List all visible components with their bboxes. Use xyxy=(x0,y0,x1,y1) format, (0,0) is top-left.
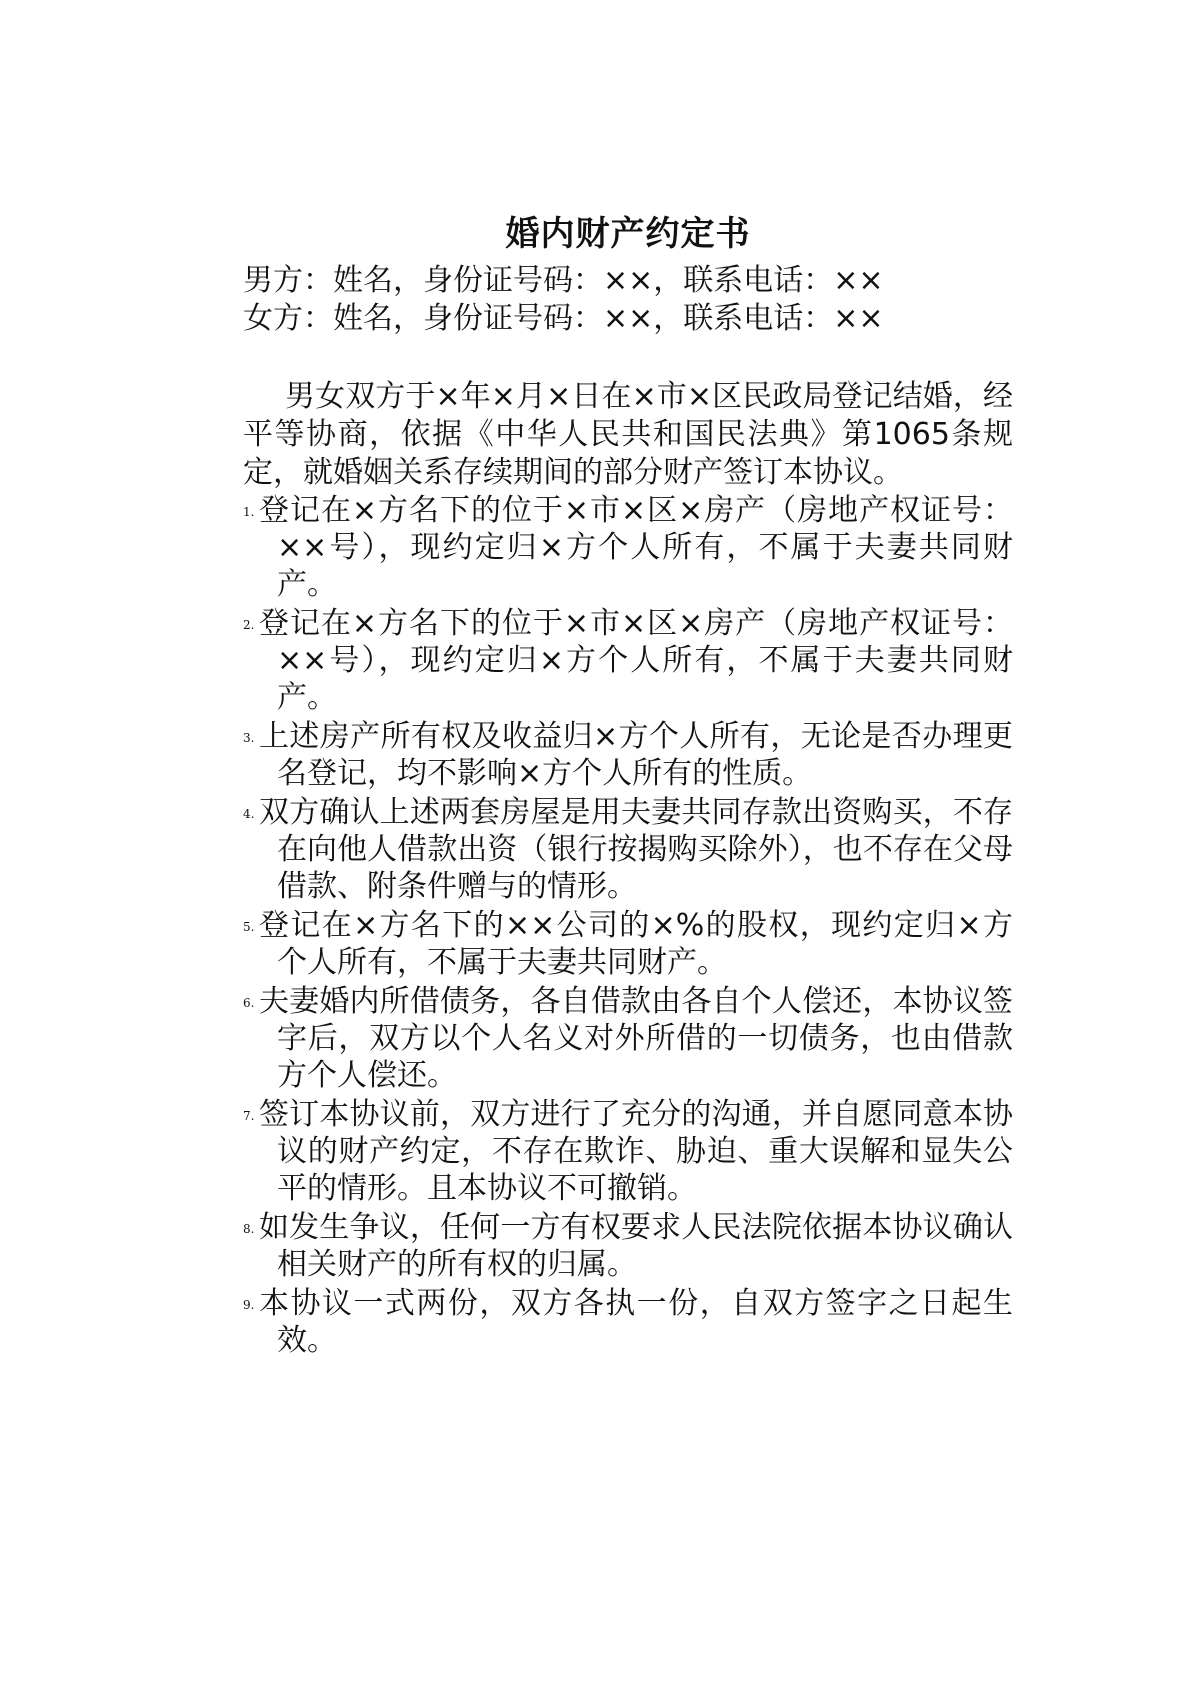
clause-item xyxy=(243,718,1013,792)
clause-item xyxy=(243,1285,1013,1359)
clause-item xyxy=(243,605,1013,716)
clause-item xyxy=(243,492,1013,603)
clause-list xyxy=(243,492,1013,1359)
clause-item xyxy=(243,1209,1013,1283)
party-female-line: 女方：姓名，身份证号码：××，联系电话：×× xyxy=(243,301,884,336)
clause-item xyxy=(243,794,1013,905)
clause-text: 登记在×方名下的位于×市×区×房产（房地产权证号：××号），现约定归×方个人所有，不属于夫妻共同财产。 xyxy=(259,493,1013,602)
clause-text: 签订本协议前，双方进行了充分的沟通，并自愿同意本协议的财产约定，不存在欺诈、胁迫、重大误解和显失公平的情形。且本协议不可撤销。 xyxy=(259,1097,1013,1206)
clause-item xyxy=(243,983,1013,1094)
clause-number: 2. xyxy=(243,618,255,632)
clause-text: 如发生争议，任何一方有权要求人民法院依据本协议确认相关财产的所有权的归属。 xyxy=(259,1210,1013,1282)
party-male-line: 男方：姓名，身份证号码：××，联系电话：×× xyxy=(243,263,884,298)
clause-number: 9. xyxy=(243,1298,255,1312)
clause-item xyxy=(243,907,1013,981)
clause-number: 1. xyxy=(243,505,255,519)
clause-number: 5. xyxy=(243,920,255,934)
document-body xyxy=(243,212,1013,1361)
clause-text: 双方确认上述两套房屋是用夫妻共同存款出资购买，不存在向他人借款出资（银行按揭购买除外），也不存在父母借款、附条件赠与的情形。 xyxy=(259,795,1013,904)
clause-number: 6. xyxy=(243,996,255,1010)
clause-text: 登记在×方名下的位于×市×区×房产（房地产权证号：××号），现约定归×方个人所有，不属于夫妻共同财产。 xyxy=(259,606,1013,715)
clause-number: 7. xyxy=(243,1109,255,1123)
clause-text: 登记在×方名下的××公司的×%的股权，现约定归×方个人所有，不属于夫妻共同财产。 xyxy=(259,908,1013,980)
clause-number: 3. xyxy=(243,731,255,745)
clause-text: 上述房产所有权及收益归×方个人所有，无论是否办理更名登记，均不影响×方个人所有的性质。 xyxy=(259,719,1013,791)
clause-number: 8. xyxy=(243,1222,255,1236)
document-title: 婚内财产约定书 xyxy=(505,214,751,254)
clause-item xyxy=(243,1096,1013,1207)
clause-text: 夫妻婚内所借债务，各自借款由各自个人偿还，本协议签字后，双方以个人名义对外所借的一切债务，也由借款方个人偿还。 xyxy=(259,984,1013,1093)
clause-text: 本协议一式两份，双方各执一份，自双方签字之日起生效。 xyxy=(259,1286,1013,1358)
intro-paragraph: 男女双方于×年×月×日在×市×区民政局登记结婚，经平等协商，依据《中华人民共和国民法典》第1065条规定，就婚姻关系存续期间的部分财产签订本协议。 xyxy=(243,379,1013,490)
clause-number: 4. xyxy=(243,807,255,821)
